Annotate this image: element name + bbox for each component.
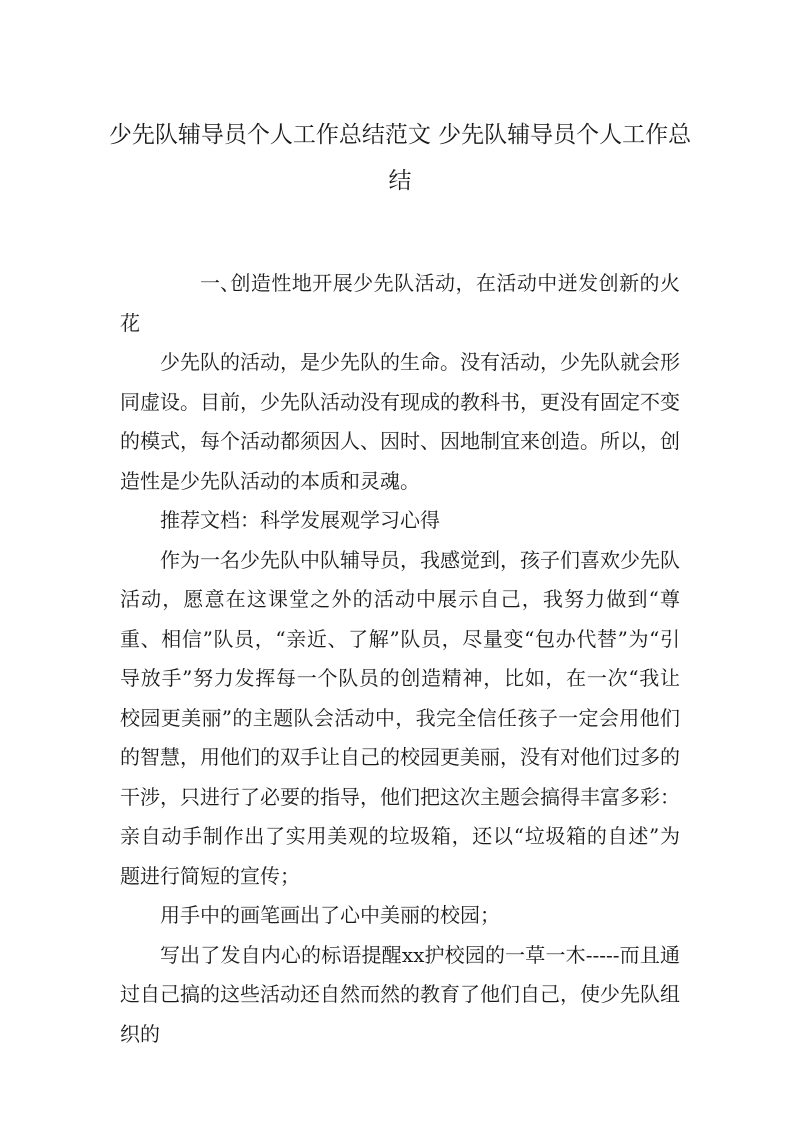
paragraph-intro: 少先队的活动，是少先队的生命。没有活动，少先队就会形同虚设。目前，少先队活动没有现成的教科书，更没有固定不变的模式，每个活动都须因人、因时、因地制宜来创造。所以，创造性是少先队活动的本质和灵魂。 <box>120 350 680 493</box>
paragraph-experience: 作为一名少先队中队辅导员，我感觉到，孩子们喜欢少先队活动，愿意在这课堂之外的活动中展示自己，我努力做到“尊重、相信”队员，“亲近、了解”队员，尽量变“包办代替”为“引导放手”努力发挥每一个队员的创造精神，比如，在一次“我让校园更美丽”的主题队会活动中，我完全信任孩子一定会用他们的智慧，用他们的双手让自己的校园更美丽，没有对他们过多的干涉，只进行了必要的指导，他们把这次主题会搞得丰富多彩：亲自动手制作出了实用美观的垃圾箱，还以“垃圾箱的自述”为题进行简短的宣传； <box>120 547 680 888</box>
recommended-doc: 推荐文档：科学发展观学习心得 <box>160 508 440 532</box>
document-body <box>120 264 680 1054</box>
paragraph-drawing: 用手中的画笔画出了心中美丽的校园； <box>160 903 500 927</box>
paragraph-slogans: 写出了发自内心的标语提醒xx护校园的一草一木-----而且通过自己搞的这些活动还自然而然的教育了他们自己，使少先队组织的 <box>120 942 680 1046</box>
section-heading <box>120 264 680 343</box>
document-title: 少先队辅导员个人工作总结范文 少先队辅导员个人工作总结 <box>108 122 692 194</box>
section-number: 一、 <box>200 271 240 295</box>
section-heading-text: 创造性地开展少先队活动，在活动中迸发创新的火花 <box>120 271 680 335</box>
